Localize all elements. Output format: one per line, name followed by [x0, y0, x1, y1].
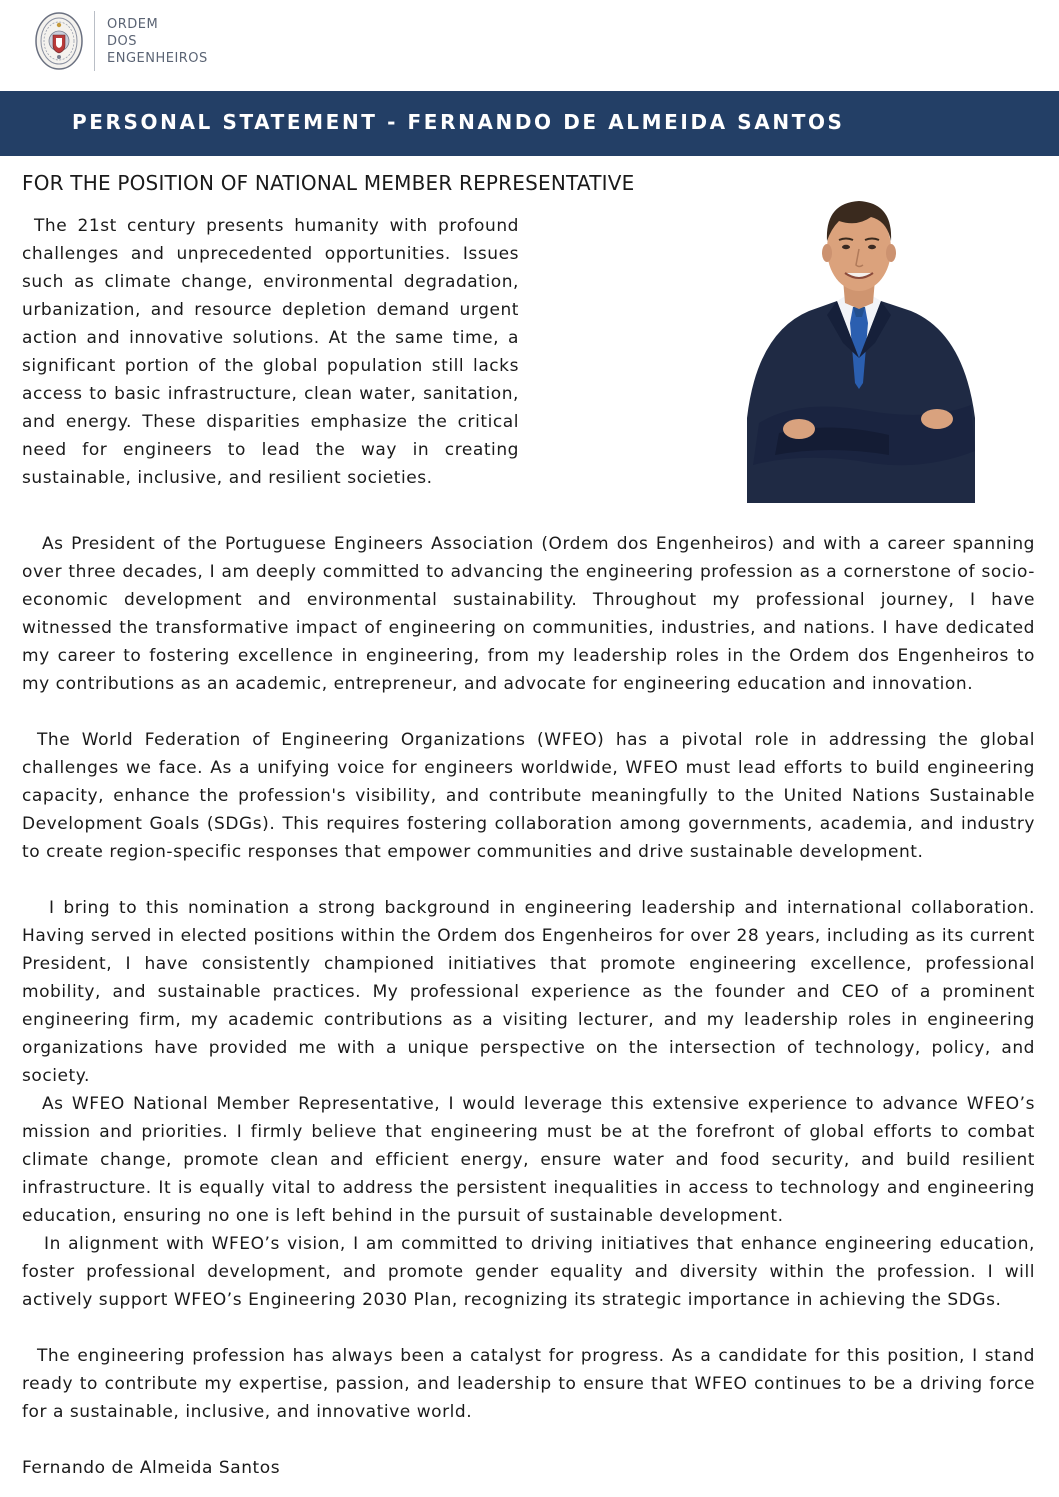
header-banner	[0, 91, 1059, 156]
ordem-seal-icon	[34, 11, 84, 71]
logo	[34, 8, 208, 74]
logo-divider	[94, 11, 95, 71]
paragraph-5: As WFEO National Member Representative, I would leverage this extensive experience to advance WFEO’s mission and priorities. I firmly believe that engineering must be at the forefront of global efforts to combat climate change, promote clean and efficient energy, ensure water and food security, and build resilient infrastructure. It is equally vital to address the persistent inequalities in access to technology and engineering education, ensuring no one is left behind in the pursuit of sustainable development.	[22, 1094, 1035, 1226]
logo-line-dos: DOS	[107, 33, 137, 49]
page-title: PERSONAL STATEMENT - FERNANDO DE ALMEIDA SANTOS	[72, 110, 845, 134]
paragraph-1: The 21st century presents humanity with profound challenges and unprecedented opportunities. Issues such as climate change, environmental degradation, urbanization, and resource depletion demand urgent action and innovative solutions. At the same time, a significant portion of the global population still lacks access to basic infrastructure, clean water, sanitation, and energy. These disparities emphasize the critical need for engineers to lead the way in creating sustainable, inclusive, and resilient societies.	[22, 216, 519, 488]
logo-line-ordem: ORDEM	[107, 16, 159, 32]
logo-wordmark	[107, 16, 208, 67]
signature: Fernando de Almeida Santos	[22, 1458, 281, 1478]
paragraph-7: The engineering profession has always been a catalyst for progress. As a candidate for this position, I stand ready to contribute my expertise, passion, and leadership to ensure that WFEO continues to be a driving force for a sustainable, inclusive, and innovative world.	[22, 1346, 1035, 1422]
paragraph-3: The World Federation of Engineering Organizations (WFEO) has a pivotal role in addressing the global challenges we face. As a unifying voice for engineers worldwide, WFEO must lead efforts to build engineering capacity, enhance the profession's visibility, and contribute meaningfully to the United Nations Sustainable Development Goals (SDGs). This requires fostering collaboration among governments, academia, and industry to create region-specific responses that empower communities and drive sustainable development.	[22, 730, 1035, 862]
paragraph-6: In alignment with WFEO’s vision, I am committed to driving initiatives that enhance engineering education, foster professional development, and promote gender equality and diversity within the profession. I will actively support WFEO’s Engineering 2030 Plan, recognizing its strategic importance in achieving the SDGs.	[22, 1234, 1035, 1310]
paragraph-4: I bring to this nomination a strong background in engineering leadership and international collaboration. Having served in elected positions within the Ordem dos Engenheiros for over 28 years, including as its current President, I have consistently championed initiatives that promote engineering excellence, professional mobility, and sustainable practices. My professional experience as the founder and CEO of a prominent engineering firm, my academic contributions as a visiting lecturer, and my leadership roles in engineering organizations have provided me with a unique perspective on the intersection of technology, policy, and society.	[22, 898, 1035, 1086]
logo-line-engenheiros: ENGENHEIROS	[107, 50, 208, 66]
position-subtitle: FOR THE POSITION OF NATIONAL MEMBER REPRESENTATIVE	[22, 171, 635, 195]
portrait-photo	[739, 183, 979, 503]
paragraph-2: As President of the Portuguese Engineers Association (Ordem dos Engenheiros) and with a career spanning over three decades, I am deeply committed to advancing the engineering profession as a cornerstone of socio-economic development and environmental sustainability. Throughout my professional journey, I have witnessed the transformative impact of engineering on communities, industries, and nations. I have dedicated my career to fostering excellence in engineering, from my leadership roles in the Ordem dos Engenheiros to my contributions as an academic, entrepreneur, and advocate for engineering education and innovation.	[22, 534, 1035, 694]
